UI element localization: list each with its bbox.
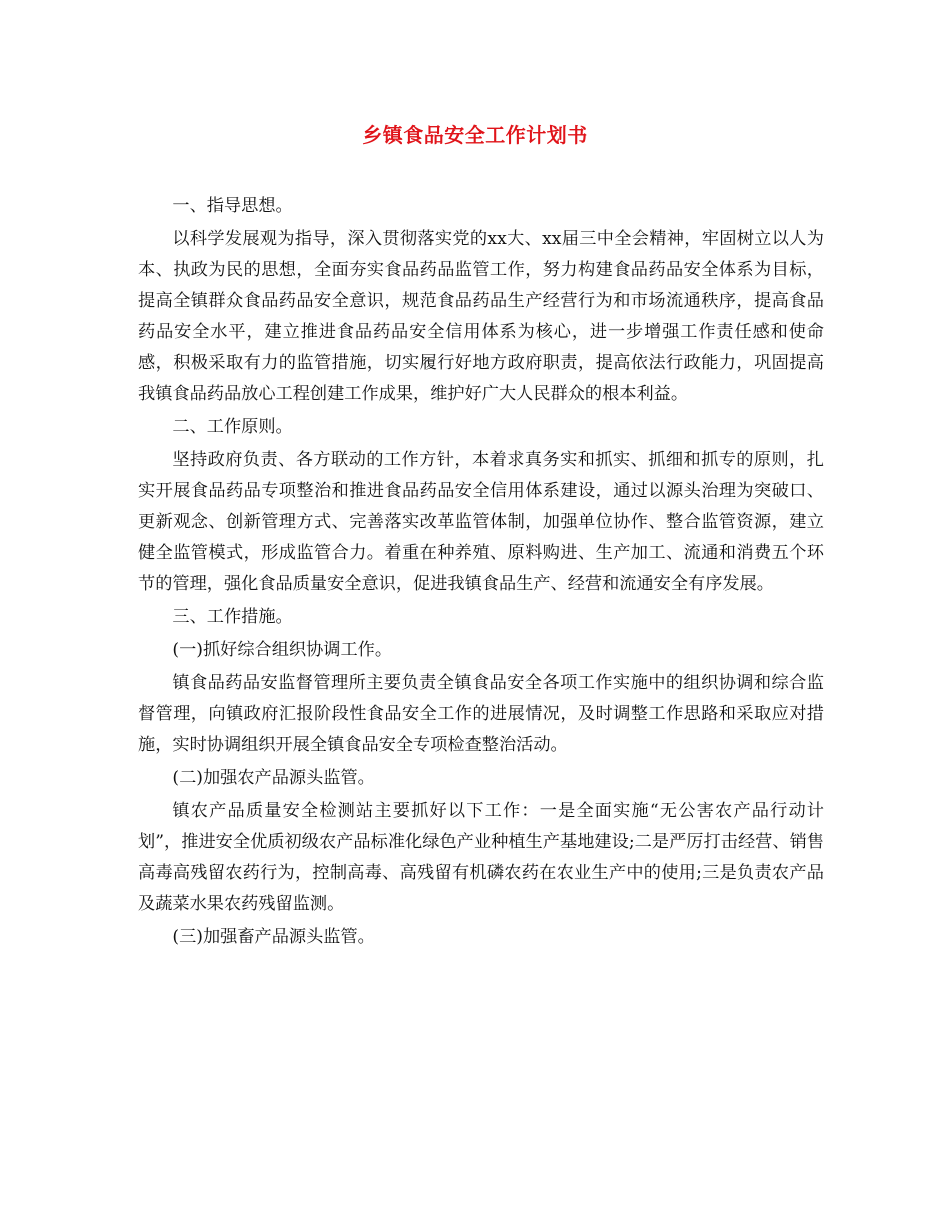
document-title: 乡镇食品安全工作计划书 [362,123,588,147]
paragraph-agricultural-source: 镇农产品质量安全检测站主要抓好以下工作：一是全面实施“无公害农产品行动计划”，推进安全优质初级农产品标准化绿色产业种植生产基地建设;二是严厉打击经营、销售高毒高残留农药行为，控制高毒、高残留有机磷农药在农业生产中的使用;三是负责农产品及蔬菜水果农药残留监测。 [138,801,824,914]
section-heading-guiding-ideology: 一、指导思想。 [172,196,293,216]
paragraph-coordination: 镇食品药品安监督管理所主要负责全镇食品安全各项工作实施中的组织协调和综合监督管理，向镇政府汇报阶段性食品安全工作的进展情况，及时调整工作思路和采取应对措施，实时协调组织开展全镇食品安全专项检查整治活动。 [138,673,824,755]
subheading-coordination: (一)抓好综合组织协调工作。 [172,640,393,660]
subheading-livestock-source: (三)加强畜产品源头监管。 [172,927,375,947]
subheading-agricultural-source: (二)加强农产品源头监管。 [172,768,375,788]
paragraph-guiding-ideology: 以科学发展观为指导，深入贯彻落实党的xx大、xx届三中全会精神，牢固树立以人为本、执政为民的思想，全面夯实食品药品监管工作，努力构建食品药品安全体系为目标，提高全镇群众食品药品安全意识，规范食品药品生产经营行为和市场流通秩序，提高食品药品安全水平，建立推进食品药品安全信用体系为核心，进一步增强工作责任感和使命感，积极采取有力的监管措施，切实履行好地方政府职责，提高依法行政能力，巩固提高我镇食品药品放心工程创建工作成果，维护好广大人民群众的根本利益。 [138,229,824,404]
paragraph-work-principles: 坚持政府负责、各方联动的工作方针，本着求真务实和抓实、抓细和抓专的原则，扎实开展食品药品专项整治和推进食品药品安全信用体系建设，通过以源头治理为突破口、更新观念、创新管理方式、完善落实改革监管体制，加强单位协作、整合监管资源，建立健全监管模式，形成监管合力。着重在种养殖、原料购进、生产加工、流通和消费五个环节的管理，强化食品质量安全意识，促进我镇食品生产、经营和流通安全有序发展。 [138,450,824,594]
section-heading-work-principles: 二、工作原则。 [172,417,293,437]
section-heading-work-measures: 三、工作措施。 [172,607,293,627]
document-body [138,191,824,955]
